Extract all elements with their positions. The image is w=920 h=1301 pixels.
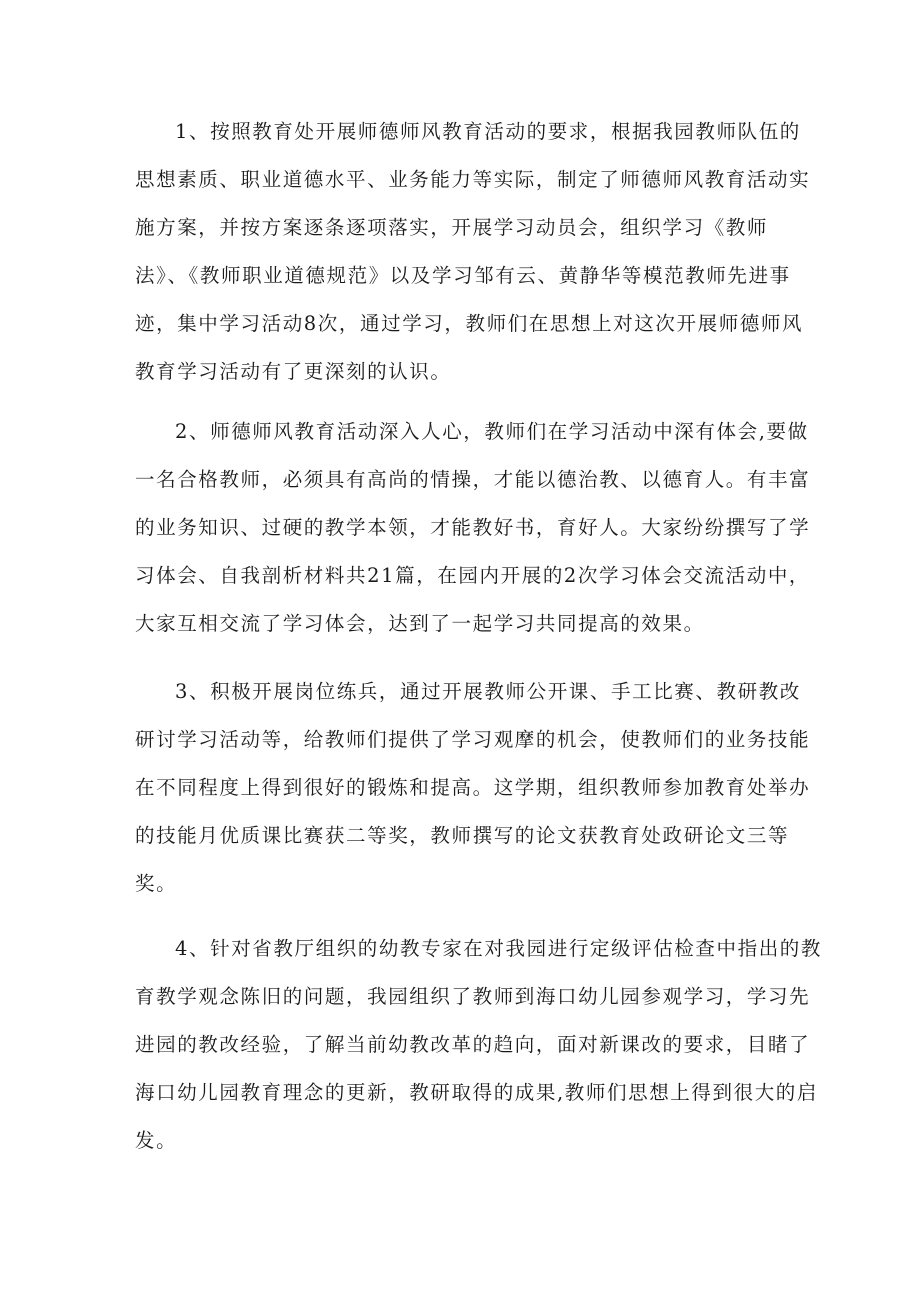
paragraph-line: 海口幼儿园教育理念的更新，教研取得的成果,教师们思想上得到很大的启: [135, 1081, 818, 1104]
paragraph-line: 施方案，并按方案逐条逐项落实，开展学习动员会，组织学习《教师: [135, 216, 769, 239]
paragraph-1: [135, 108, 811, 396]
paragraph-line: 在不同程度上得到很好的锻炼和提高。这学期，组织教师参加教育处举办: [135, 776, 811, 799]
paragraph-2: [135, 408, 811, 648]
paragraph-3: [135, 668, 811, 908]
paragraph-line: 迹，集中学习活动8次，通过学习，教师们在思想上对这次开展师德师风: [135, 312, 804, 335]
paragraph-line: 1、按照教育处开展师德师风教育活动的要求，根据我园教师队伍的: [175, 120, 801, 143]
paragraph-line: 发。: [135, 1129, 178, 1152]
paragraph-line: 3、积极开展岗位练兵，通过开展教师公开课、手工比赛、教研教改: [175, 680, 801, 703]
paragraph-line: 育教学观念陈旧的问题，我园组织了教师到海口幼儿园参观学习，学习先: [135, 985, 811, 1008]
paragraph-4: [135, 925, 823, 1165]
paragraph-line: 进园的教改经验，了解当前幼教改革的趋向，面对新课改的要求，目睹了: [135, 1033, 811, 1056]
paragraph-line: 2、师德师风教育活动深入人心，教师们在学习活动中深有体会,要做: [175, 420, 809, 443]
paragraph-line: 习体会、自我剖析材料共21篇，在园内开展的2次学习体会交流活动中，: [135, 564, 811, 587]
paragraph-line: 研讨学习活动等，给教师们提供了学习观摩的机会，使教师们的业务技能: [135, 728, 811, 751]
paragraph-line: 法》、《教师职业道德规范》以及学习邹有云、黄静华等模范教师先进事: [135, 264, 791, 287]
paragraph-line: 教育学习活动有了更深刻的认识。: [135, 360, 452, 383]
paragraph-line: 奖。: [135, 872, 178, 895]
paragraph-line: 一名合格教师，必须具有高尚的情操，才能以德治教、以德育人。有丰富: [135, 468, 811, 491]
paragraph-line: 大家互相交流了学习体会，达到了一起学习共同提高的效果。: [135, 612, 705, 635]
paragraph-line: 4、针对省教厅组织的幼教专家在对我园进行定级评估检查中指出的教: [175, 937, 823, 960]
paragraph-line: 的技能月优质课比赛获二等奖，教师撰写的论文获教育处政研论文三等: [135, 824, 790, 847]
paragraph-line: 思想素质、职业道德水平、业务能力等实际，制定了师德师风教育活动实: [135, 168, 811, 191]
paragraph-line: 的业务知识、过硬的教学本领，才能教好书，育好人。大家纷纷撰写了学: [135, 516, 811, 539]
